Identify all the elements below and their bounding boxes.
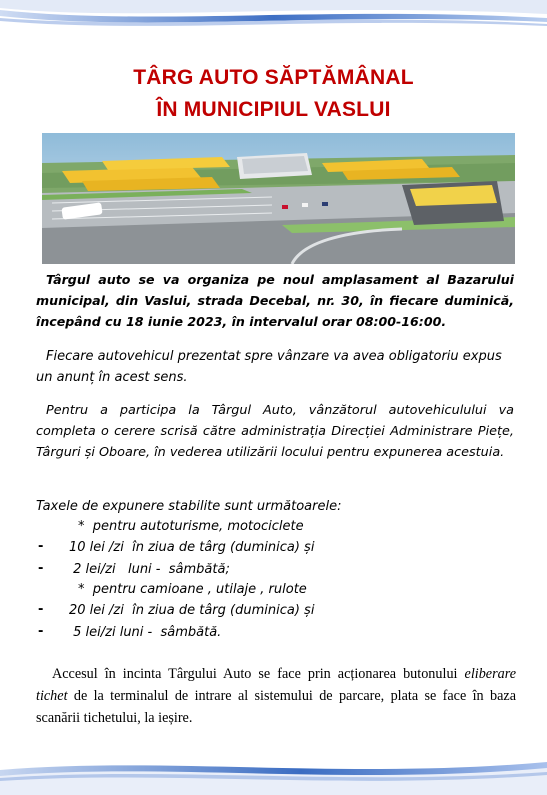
- fee-item: 5 lei/zi luni - sâmbătă.: [69, 625, 222, 640]
- page-title-line1: TÂRG AUTO SĂPTĂMÂNAL: [133, 66, 414, 89]
- fee-item: 10 lei /zi în ziua de târg (duminica) și: [69, 540, 315, 555]
- bullet-dash: -: [38, 561, 44, 576]
- aerial-rendering-image: [42, 133, 515, 264]
- bullet-dash: -: [38, 539, 44, 554]
- closing-emphasis: eliberare tichet: [36, 666, 516, 704]
- closing-paragraph: [36, 663, 516, 729]
- fee-item: 20 lei /zi în ziua de târg (duminica) și: [69, 603, 315, 618]
- closing-text: Accesul în incinta Târgului Auto se face prin acționarea butonului: [52, 666, 465, 682]
- top-wave-decoration: [0, 0, 547, 40]
- fee-category-cars: * pentru autoturisme, motociclete: [78, 519, 304, 534]
- closing-text: de la terminalul de intrare al sistemului de parcare, plata se face în baza scanării tichetului, la ieșire.: [36, 688, 516, 726]
- intro-paragraph: Târgul auto se va organiza pe noul amplasament al Bazarului municipal, din Vaslui, strada Decebal, nr. 30, în fiecare duminică, începând cu 18 iunie 2023, în intervalul orar 08:00-16:00.: [36, 272, 514, 329]
- bullet-dash: -: [38, 602, 44, 617]
- page-title-line2: ÎN MUNICIPIUL VASLUI: [156, 98, 391, 121]
- bullet-dash: -: [38, 624, 44, 639]
- bottom-wave-decoration: [0, 750, 547, 795]
- fees-heading: Taxele de expunere stabilite sunt următoarele:: [36, 499, 342, 514]
- fee-item: 2 lei/zi luni - sâmbătă;: [69, 562, 230, 577]
- fee-category-trucks: * pentru camioane , utilaje , rulote: [78, 582, 307, 597]
- announcement-paragraph: Fiecare autovehicul prezentat spre vânzare va avea obligatoriu expus un anunț în acest sens.: [36, 349, 502, 385]
- participation-paragraph: Pentru a participa la Târgul Auto, vânzătorul autovehiculului va completa o cerere scrisă către administrația Direcției Administrare Piețe, Târguri și Oboare, în vederea utilizării locului pentru expunerea acestuia.: [36, 403, 514, 460]
